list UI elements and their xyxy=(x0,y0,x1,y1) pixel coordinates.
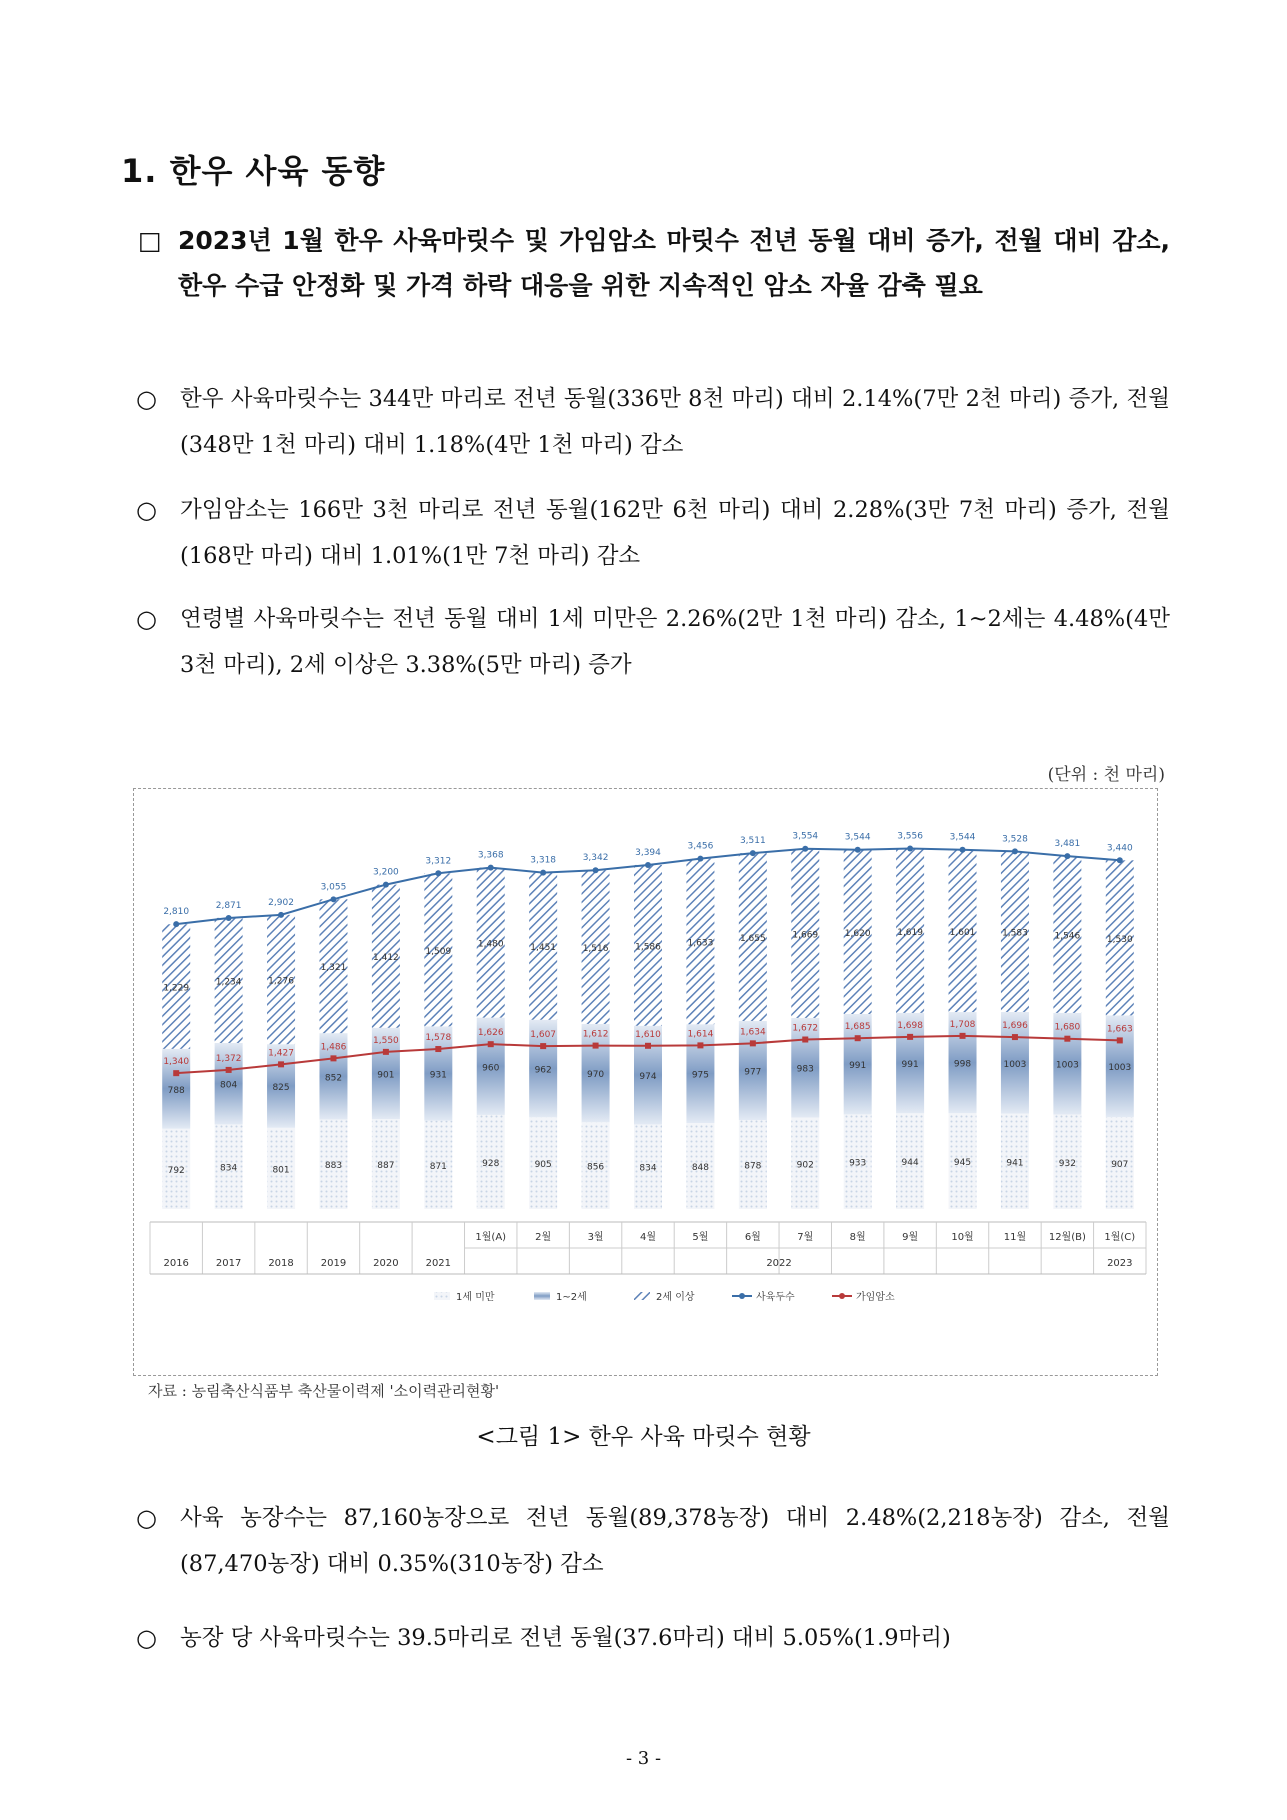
label-total: 3,554 xyxy=(792,831,819,842)
group-label: 2016 xyxy=(163,1258,189,1269)
label-age1to2: 975 xyxy=(691,1070,710,1081)
headline-block xyxy=(138,218,1170,308)
label-age1to2: 962 xyxy=(534,1065,552,1076)
label-cow: 1,578 xyxy=(425,1033,452,1044)
label-cow: 1,698 xyxy=(897,1020,923,1031)
legend-marker xyxy=(739,1293,745,1299)
label-over2: 1,620 xyxy=(844,928,871,939)
circle-bullet-icon: ○ xyxy=(136,385,157,413)
cow-point xyxy=(907,1034,913,1040)
month-label: 11월 xyxy=(1003,1232,1027,1243)
label-under1: 848 xyxy=(691,1163,710,1174)
label-under1: 834 xyxy=(220,1163,238,1174)
month-label: 6월 xyxy=(744,1232,761,1243)
label-total: 3,318 xyxy=(530,855,557,866)
total-point xyxy=(226,915,232,921)
label-under1: 887 xyxy=(377,1161,395,1172)
month-label: 8월 xyxy=(849,1232,866,1243)
label-cow: 1,685 xyxy=(844,1022,871,1033)
label-cow: 1,626 xyxy=(477,1028,504,1039)
cow-point xyxy=(1012,1034,1018,1040)
cow-point xyxy=(540,1043,546,1049)
label-under1: 902 xyxy=(796,1160,814,1171)
label-total: 3,456 xyxy=(687,841,714,852)
livestock-chart xyxy=(134,789,1157,1375)
legend-swatch xyxy=(634,1292,650,1300)
label-total: 3,528 xyxy=(1002,834,1028,845)
legend-marker xyxy=(839,1293,845,1299)
section-title: 1. 한우 사육 동향 xyxy=(121,152,386,190)
total-point xyxy=(435,870,441,876)
label-age1to2: 970 xyxy=(586,1070,605,1081)
total-point xyxy=(855,847,861,853)
label-total: 2,871 xyxy=(215,900,242,911)
month-label: 10월 xyxy=(951,1232,974,1243)
legend-label: 2세 이상 xyxy=(656,1292,695,1303)
bullet-item xyxy=(136,1495,1170,1587)
cow-point xyxy=(1117,1037,1123,1043)
label-total: 3,511 xyxy=(739,836,766,847)
label-age1to2: 901 xyxy=(377,1070,395,1081)
cow-point xyxy=(645,1043,651,1049)
label-cow: 1,340 xyxy=(163,1057,190,1068)
figure-caption: <그림 1> 한우 사육 마릿수 현황 xyxy=(476,1424,811,1450)
cow-point xyxy=(855,1035,861,1041)
month-label: 1월(A) xyxy=(475,1232,507,1243)
label-age1to2: 998 xyxy=(953,1059,972,1070)
label-under1: 907 xyxy=(1111,1160,1129,1171)
label-age1to2: 991 xyxy=(849,1061,867,1072)
bullet-item xyxy=(136,596,1170,688)
bullet-text: 사육 농장수는 87,160농장으로 전년 동월(89,378농장) 대비 2.48%(2,218농장) 감소, 전월(87,470농장) 대비 0.35%(310농장) 감소 xyxy=(180,1505,1170,1577)
group-label: 2022 xyxy=(766,1258,792,1269)
label-age1to2: 1003 xyxy=(1108,1063,1132,1074)
total-point xyxy=(750,850,756,856)
label-age1to2: 983 xyxy=(796,1064,814,1075)
label-under1: 941 xyxy=(1006,1158,1024,1169)
label-age1to2: 931 xyxy=(429,1070,447,1081)
label-total: 2,902 xyxy=(268,897,294,908)
label-over2: 1,229 xyxy=(163,983,190,994)
total-point xyxy=(645,862,651,868)
circle-bullet-icon: ○ xyxy=(136,1504,157,1532)
label-age1to2: 804 xyxy=(220,1080,238,1091)
label-under1: 834 xyxy=(639,1163,657,1174)
label-age1to2: 825 xyxy=(272,1082,290,1093)
label-under1: 945 xyxy=(953,1158,972,1169)
cow-point xyxy=(488,1041,494,1047)
label-under1: 883 xyxy=(324,1161,343,1172)
label-total: 3,312 xyxy=(425,856,452,867)
legend-label: 가임암소 xyxy=(856,1292,895,1303)
month-label: 3월 xyxy=(587,1232,604,1243)
cow-point xyxy=(802,1037,808,1043)
label-total: 3,544 xyxy=(949,832,976,843)
group-label: 2023 xyxy=(1107,1258,1133,1269)
total-point xyxy=(907,846,913,852)
total-point xyxy=(173,921,179,927)
label-under1: 856 xyxy=(586,1162,605,1173)
month-label: 5월 xyxy=(692,1232,709,1243)
cow-point xyxy=(383,1049,389,1055)
label-total: 3,544 xyxy=(844,832,871,843)
label-over2: 1,669 xyxy=(792,930,819,941)
month-label: 7월 xyxy=(797,1232,814,1243)
legend-swatch xyxy=(534,1292,550,1300)
label-age1to2: 977 xyxy=(744,1067,762,1078)
bullet-text: 연령별 사육마릿수는 전년 동월 대비 1세 미만은 2.26%(2만 1천 마리) 감소, 1~2세는 4.48%(4만 3천 마리), 2세 이상은 3.38%(5만 마리) 증가 xyxy=(180,606,1170,678)
label-age1to2: 1003 xyxy=(1003,1059,1027,1070)
month-label: 1월(C) xyxy=(1104,1232,1136,1243)
legend-label: 사육두수 xyxy=(756,1292,795,1303)
label-age1to2: 960 xyxy=(482,1063,500,1074)
total-point xyxy=(330,896,336,902)
cow-point xyxy=(1064,1036,1070,1042)
label-total: 3,200 xyxy=(373,867,399,878)
label-over2: 1,586 xyxy=(635,942,661,953)
label-cow: 1,612 xyxy=(582,1029,609,1040)
label-total: 3,368 xyxy=(477,850,504,861)
unit-note: (단위 : 천 마리) xyxy=(1047,765,1165,785)
month-label: 4월 xyxy=(639,1232,657,1243)
month-label: 12월(B) xyxy=(1048,1232,1086,1243)
label-total: 3,055 xyxy=(320,882,347,893)
label-cow: 1,372 xyxy=(215,1053,242,1064)
label-age1to2: 991 xyxy=(901,1060,919,1071)
label-cow: 1,696 xyxy=(1002,1021,1028,1032)
cow-point xyxy=(750,1040,756,1046)
label-over2: 1,619 xyxy=(897,927,923,938)
month-label: 2월 xyxy=(535,1232,552,1243)
legend-label: 1세 미만 xyxy=(456,1292,495,1303)
label-cow: 1,610 xyxy=(635,1029,661,1040)
cow-point xyxy=(226,1067,232,1073)
label-cow: 1,672 xyxy=(792,1023,819,1034)
label-cow: 1,614 xyxy=(687,1029,714,1040)
total-point xyxy=(1012,848,1018,854)
label-under1: 878 xyxy=(744,1161,762,1172)
label-cow: 1,680 xyxy=(1054,1022,1081,1033)
label-over2: 1,276 xyxy=(268,976,294,987)
label-under1: 792 xyxy=(167,1165,185,1176)
group-label: 2021 xyxy=(425,1258,452,1269)
label-cow: 1,663 xyxy=(1106,1024,1133,1035)
label-total: 3,556 xyxy=(897,831,923,842)
label-cow: 1,634 xyxy=(739,1027,766,1038)
bullet-text: 한우 사육마릿수는 344만 마리로 전년 동월(336만 8천 마리) 대비 2.14%(7만 2천 마리) 증가, 전월(348만 1천 마리) 대비 1.18%(4만 1천 마리) 감소 xyxy=(180,386,1170,458)
label-age1to2: 852 xyxy=(324,1073,343,1084)
total-point xyxy=(697,856,703,862)
month-label: 9월 xyxy=(902,1232,919,1243)
label-cow: 1,427 xyxy=(268,1048,294,1059)
label-cow: 1,607 xyxy=(530,1030,557,1041)
label-cow: 1,550 xyxy=(373,1035,399,1046)
label-total: 3,342 xyxy=(582,853,609,864)
cow-point xyxy=(960,1033,966,1039)
label-total: 3,394 xyxy=(635,847,661,858)
label-total: 3,481 xyxy=(1054,839,1081,850)
circle-bullet-icon: ○ xyxy=(136,1624,157,1652)
label-over2: 1,234 xyxy=(215,977,242,988)
checkbox-square-icon: □ xyxy=(138,226,162,255)
label-over2: 1,583 xyxy=(1002,928,1028,939)
label-over2: 1,655 xyxy=(739,934,766,945)
label-under1: 871 xyxy=(429,1161,447,1172)
total-point xyxy=(540,870,546,876)
cow-point xyxy=(697,1042,703,1048)
group-label: 2017 xyxy=(215,1258,242,1269)
cow-point xyxy=(173,1070,179,1076)
bullet-item xyxy=(136,487,1170,579)
label-over2: 1,509 xyxy=(425,946,452,957)
label-age1to2: 974 xyxy=(639,1072,657,1083)
circle-bullet-icon: ○ xyxy=(136,496,157,524)
label-over2: 1,546 xyxy=(1054,931,1081,942)
label-over2: 1,633 xyxy=(687,938,714,949)
source-note: 자료 : 농림축산식품부 축산물이력제 '소이력관리현황' xyxy=(148,1382,500,1400)
legend-label: 1~2세 xyxy=(556,1292,587,1303)
label-age1to2: 788 xyxy=(167,1085,185,1096)
label-under1: 944 xyxy=(901,1158,919,1169)
page-number: - 3 - xyxy=(625,1748,662,1769)
cow-point xyxy=(330,1055,336,1061)
bullet-item xyxy=(136,376,1170,468)
bullet-text: 농장 당 사육마릿수는 39.5마리로 전년 동월(37.6마리) 대비 5.05%(1.9마리) xyxy=(180,1625,951,1651)
bullet-text: 가임암소는 166만 3천 마리로 전년 동월(162만 6천 마리) 대비 2.28%(3만 7천 마리) 증가, 전월(168만 마리) 대비 1.01%(1만 7천 마리) 감소 xyxy=(180,497,1170,569)
total-point xyxy=(960,847,966,853)
label-under1: 933 xyxy=(849,1158,867,1169)
label-age1to2: 1003 xyxy=(1055,1060,1079,1071)
total-point xyxy=(1117,857,1123,863)
group-label: 2019 xyxy=(320,1258,347,1269)
label-total: 2,810 xyxy=(163,907,190,918)
label-under1: 905 xyxy=(534,1160,552,1171)
label-total: 3,440 xyxy=(1106,843,1133,854)
label-under1: 928 xyxy=(482,1158,500,1169)
cow-point xyxy=(278,1061,284,1067)
legend-swatch xyxy=(434,1292,450,1300)
total-point xyxy=(383,882,389,888)
circle-bullet-icon: ○ xyxy=(136,605,157,633)
label-over2: 1,530 xyxy=(1106,934,1133,945)
group-label: 2018 xyxy=(268,1258,294,1269)
cow-point xyxy=(593,1043,599,1049)
label-over2: 1,516 xyxy=(582,944,609,955)
label-over2: 1,480 xyxy=(477,939,504,950)
total-point xyxy=(278,912,284,918)
total-point xyxy=(1064,853,1070,859)
label-over2: 1,451 xyxy=(530,943,557,954)
label-over2: 1,412 xyxy=(373,953,399,964)
label-cow: 1,708 xyxy=(949,1019,976,1030)
cow-point xyxy=(435,1046,441,1052)
label-cow: 1,486 xyxy=(320,1042,347,1053)
label-under1: 801 xyxy=(272,1165,290,1176)
headline-text: 2023년 1월 한우 사육마릿수 및 가임암소 마릿수 전년 동월 대비 증가, 전월 대비 감소, 한우 수급 안정화 및 가격 하락 대응을 위한 지속적인 암소 자율 감축 필요 xyxy=(178,226,1170,300)
total-point xyxy=(802,846,808,852)
label-over2: 1,601 xyxy=(949,927,976,938)
total-point xyxy=(593,867,599,873)
label-under1: 932 xyxy=(1058,1158,1076,1169)
total-point xyxy=(488,865,494,871)
bullet-item xyxy=(136,1615,1170,1661)
label-over2: 1,321 xyxy=(320,963,347,974)
group-label: 2020 xyxy=(373,1258,399,1269)
